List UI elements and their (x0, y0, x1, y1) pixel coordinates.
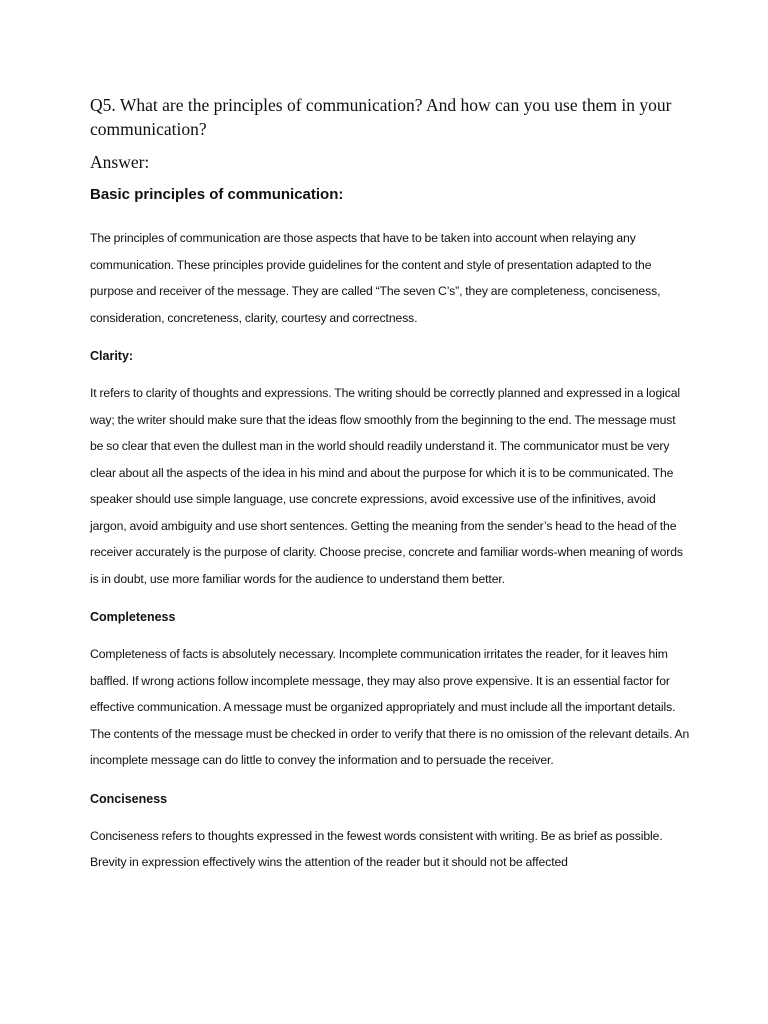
answer-label: Answer: (90, 152, 150, 172)
main-heading: Basic principles of communication: (90, 186, 344, 203)
question-heading: Q5. What are the principles of communication? And how can you use them in your communication? (90, 95, 672, 139)
section-paragraph-completeness: Completeness of facts is absolutely necessary. Incomplete communication irritates the reader, for it leaves him baffled. If wrong actions follow incomplete message, they may also prove expensive. It is an essential factor for effective communication. A message must be organized appropriately and must include all the important details. The contents of the message must be checked in order to verify that there is no omission of the relevant details. An incomplete message can do little to convey the information and to persuade the receiver. (90, 647, 690, 767)
section-heading-completeness: Completeness (90, 610, 176, 624)
section-paragraph-clarity: It refers to clarity of thoughts and expressions. The writing should be correctly planned and expressed in a logical way; the writer should make sure that the ideas flow smoothly from the beginning to the end. The message must be so clear that even the dullest man in the world should readily understand it. The communicator must be very clear about all the aspects of the idea in his mind and about the purpose for which it is to be communicated. The speaker should use simple language, use concrete expressions, avoid excessive use of the infinitives, avoid jargon, avoid ambiguity and use short sentences. Getting the meaning from the sender’s head to the head of the receiver accurately is the purpose of clarity. Choose precise, concrete and familiar words-when meaning of words is in doubt, use more familiar words for the audience to understand them better. (90, 386, 683, 586)
intro-paragraph: The principles of communication are those aspects that have to be taken into account when relaying any communication. These principles provide guidelines for the content and style of presentation adapted to the purpose and receiver of the message. They are called “The seven C’s”, they are completeness, conciseness, consideration, concreteness, clarity, courtesy and correctness. (90, 231, 661, 325)
section-heading-clarity: Clarity: (90, 349, 134, 363)
section-paragraph-conciseness: Conciseness refers to thoughts expressed in the fewest words consistent with writing. Be as brief as possible. Brevity in expression effectively wins the attention of the reader but it should not be affected (90, 828, 663, 869)
section-heading-conciseness: Conciseness (90, 791, 168, 806)
document-page (90, 93, 690, 876)
